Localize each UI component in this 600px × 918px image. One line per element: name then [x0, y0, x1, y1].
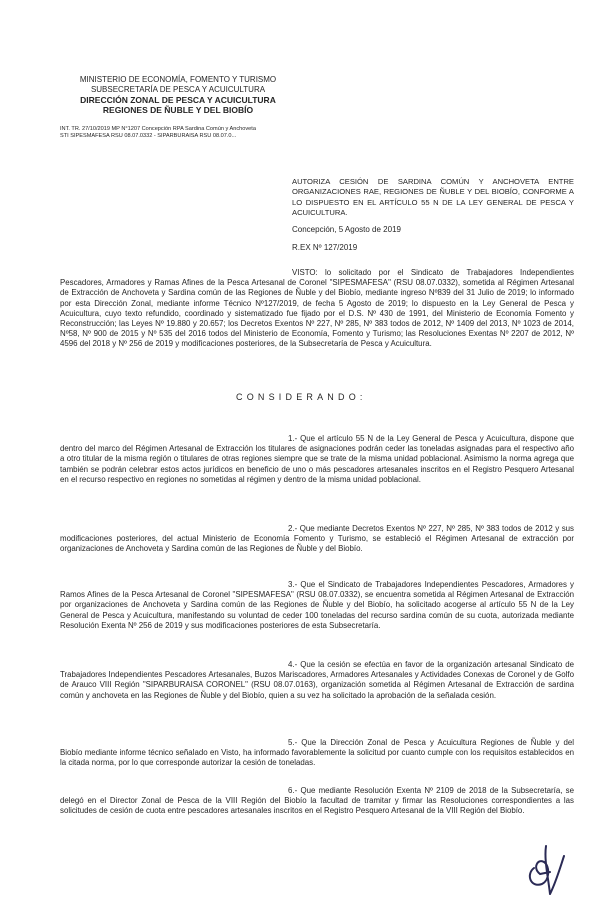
visto-text: : lo solicitado por el Sindicato de Trabajadores Independientes Pescadores, Armadores y Ramas Afines de la Pesca Artesanal de Coronel "SIPESMAFESA" (RSU 08.07.0332), sometida al Régimen Artesanal de Extracción de Anchoveta y Sardina común de las Regiones de Ñuble y del Biobío, mediante ingreso Nº839 del 31 Julio de 2019; lo informado por esta Dirección Zonal, mediante informe Técnico Nº127/2019, de fecha 5 Agosto de 2019; lo dispuesto en la Ley General de Pesca y Acuicultura, cuyo texto refundido, coordinado y sistematizado fue fijado por el D.S. Nº 430 de 1991, del Ministerio de Economía Fomento y Reconstrucción; las Leyes Nº 19.880 y 20.657; los Decretos Exentos Nº 227, Nº 285, Nº 383 todos de 2012, Nº 1409 del 2013, Nº 1023 de 2014, Nº58, Nº 900 de 2015 y Nº 535 del 2016 todos del Ministerio de Economía, Fomento y Turismo; las Resoluciones Exentas Nº 2207 de 2012, Nº 4596 del 2018 y Nº 256 de 2019 y modificaciones posteriores, de la Subsecretaría de Pesca y Acuicultura.: [60, 268, 574, 349]
place-date: Concepción, 5 Agosto de 2019: [292, 225, 401, 234]
resolution-number: R.EX Nº 127/2019: [292, 243, 358, 252]
considerando-heading: CONSIDERANDO:: [236, 392, 367, 402]
considerando-paragraph-3: 3.- Que el Sindicato de Trabajadores Independientes Pescadores, Armadores y Ramos Afines de la Pesca Artesanal de Coronel "SIPESMAFESA" (RSU 08.07.0332), se encuentra sometida al Régimen Artesanal de Extracción por organizaciones de Anchoveta y Sardina común de las Regiones de Ñuble y del Biobío, ha solicitado acogerse al artículo 55 N de la Ley General de Pesca y Acuicultura, manifestando su voluntad de ceder 100 toneladas del recurso sardina común de su cuota, autorizada mediante Resolución Exenta Nº 256 de 2019 y sus modificaciones posteriores de esta Subsecretaría.: [60, 580, 574, 630]
letterhead: [68, 75, 288, 115]
considerando-paragraph-5: 5.- Que la Dirección Zonal de Pesca y Acuicultura Regiones de Ñuble y del Biobío mediante informe técnico señalado en Visto, ha informado favorablemente la solicitud por cuanto cumple con los requisitos establecidos en la citada norma, por lo que corresponde autorizar la cesión de toneladas.: [60, 738, 574, 768]
letterhead-ministry: MINISTERIO DE ECONOMÍA, FOMENTO Y TURISMO: [79, 75, 277, 84]
letterhead-subsecretaria: SUBSECRETARÍA DE PESCA Y ACUICULTURA: [90, 85, 266, 94]
reference-line-2: STI SIPESMAFESA RSU 08.07.0332 - SIPARBURAISA RSU 08.07.0...: [60, 133, 237, 139]
visto-paragraph: [60, 268, 574, 350]
letterhead-regiones: REGIONES DE ÑUBLE Y DEL BIOBÍO: [102, 105, 254, 115]
resolution-subject: AUTORIZA CESIÓN DE SARDINA COMÚN Y ANCHOVETA ENTRE ORGANIZACIONES RAE, REGIONES DE ÑUBLE Y DEL BIOBÍO, CONFORME A LO DISPUESTO EN EL ARTÍCULO 55 N DE LA LEY GENERAL DE PESCA Y ACUICULTURA.: [292, 177, 574, 218]
letterhead-direccion: DIRECCIÓN ZONAL DE PESCA Y ACUICULTURA: [80, 95, 276, 105]
considerando-paragraph-1: 1.- Que el artículo 55 N de la Ley General de Pesca y Acuicultura, dispone que dentro del marco del Régimen Artesanal de Extracción los titulares de asignaciones podrán ceder las toneladas asignadas para el respectivo año a otro titular de la misma región o titulares de otras regiones siempre que se trate de la misma unidad poblacional. Asimismo la norma agrega que también se podrán celebrar estos actos jurídicos en beneficio de uno o más pescadores artesanales inscritos en el Registro Pesquero Artesanal en el recurso respectivo en regiones no sometidas al régimen y dentro de la misma unidad poblacional.: [60, 434, 574, 484]
reference-block: [60, 126, 300, 140]
considerando-paragraph-2: 2.- Que mediante Decretos Exentos Nº 227, Nº 285, Nº 383 todos de 2012 y sus modificaciones posteriores, del actual Ministerio de Economía Fomento y Turismo, se estableció el Régimen Artesanal de extracción por organizaciones de Anchoveta y Sardina común de las Regiones de Ñuble y del Biobío.: [60, 524, 574, 554]
handwritten-signature: [520, 838, 570, 898]
reference-line-1: INT. TR. 27/10/2019 MP N°1207 Concepción RPA Sardina Común y Anchoveta: [60, 126, 256, 132]
considerando-paragraph-6: 6.- Que mediante Resolución Exenta Nº 2109 de 2018 de la Subsecretaría, se delegó en el Director Zonal de Pesca de la VIII Región del Biobío la facultad de tramitar y firmar las Resoluciones correspondientes a las solicitudes de cesión de cuota entre pescadores artesanales inscritos en el Registro Pesquero Artesanal de la VIII Región del Biobío.: [60, 786, 574, 816]
visto-label: VISTO: [292, 268, 316, 277]
considerando-paragraph-4: 4.- Que la cesión se efectúa en favor de la organización artesanal Sindicato de Trabajadores Independientes Pescadores Artesanales, Buzos Mariscadores, Armadores Artesanales y Actividades Conexas de Coronel y de Golfo de Arauco VIII Región "SIPARBURAISA CORONEL" (RSU 08.07.0163), organización sometida al Régimen Artesanal de Extracción de sardina común y anchoveta en las Regiones de Ñuble y del Biobío, quien a su vez ha solicitado la aprobación de la señalada cesión.: [60, 660, 574, 700]
